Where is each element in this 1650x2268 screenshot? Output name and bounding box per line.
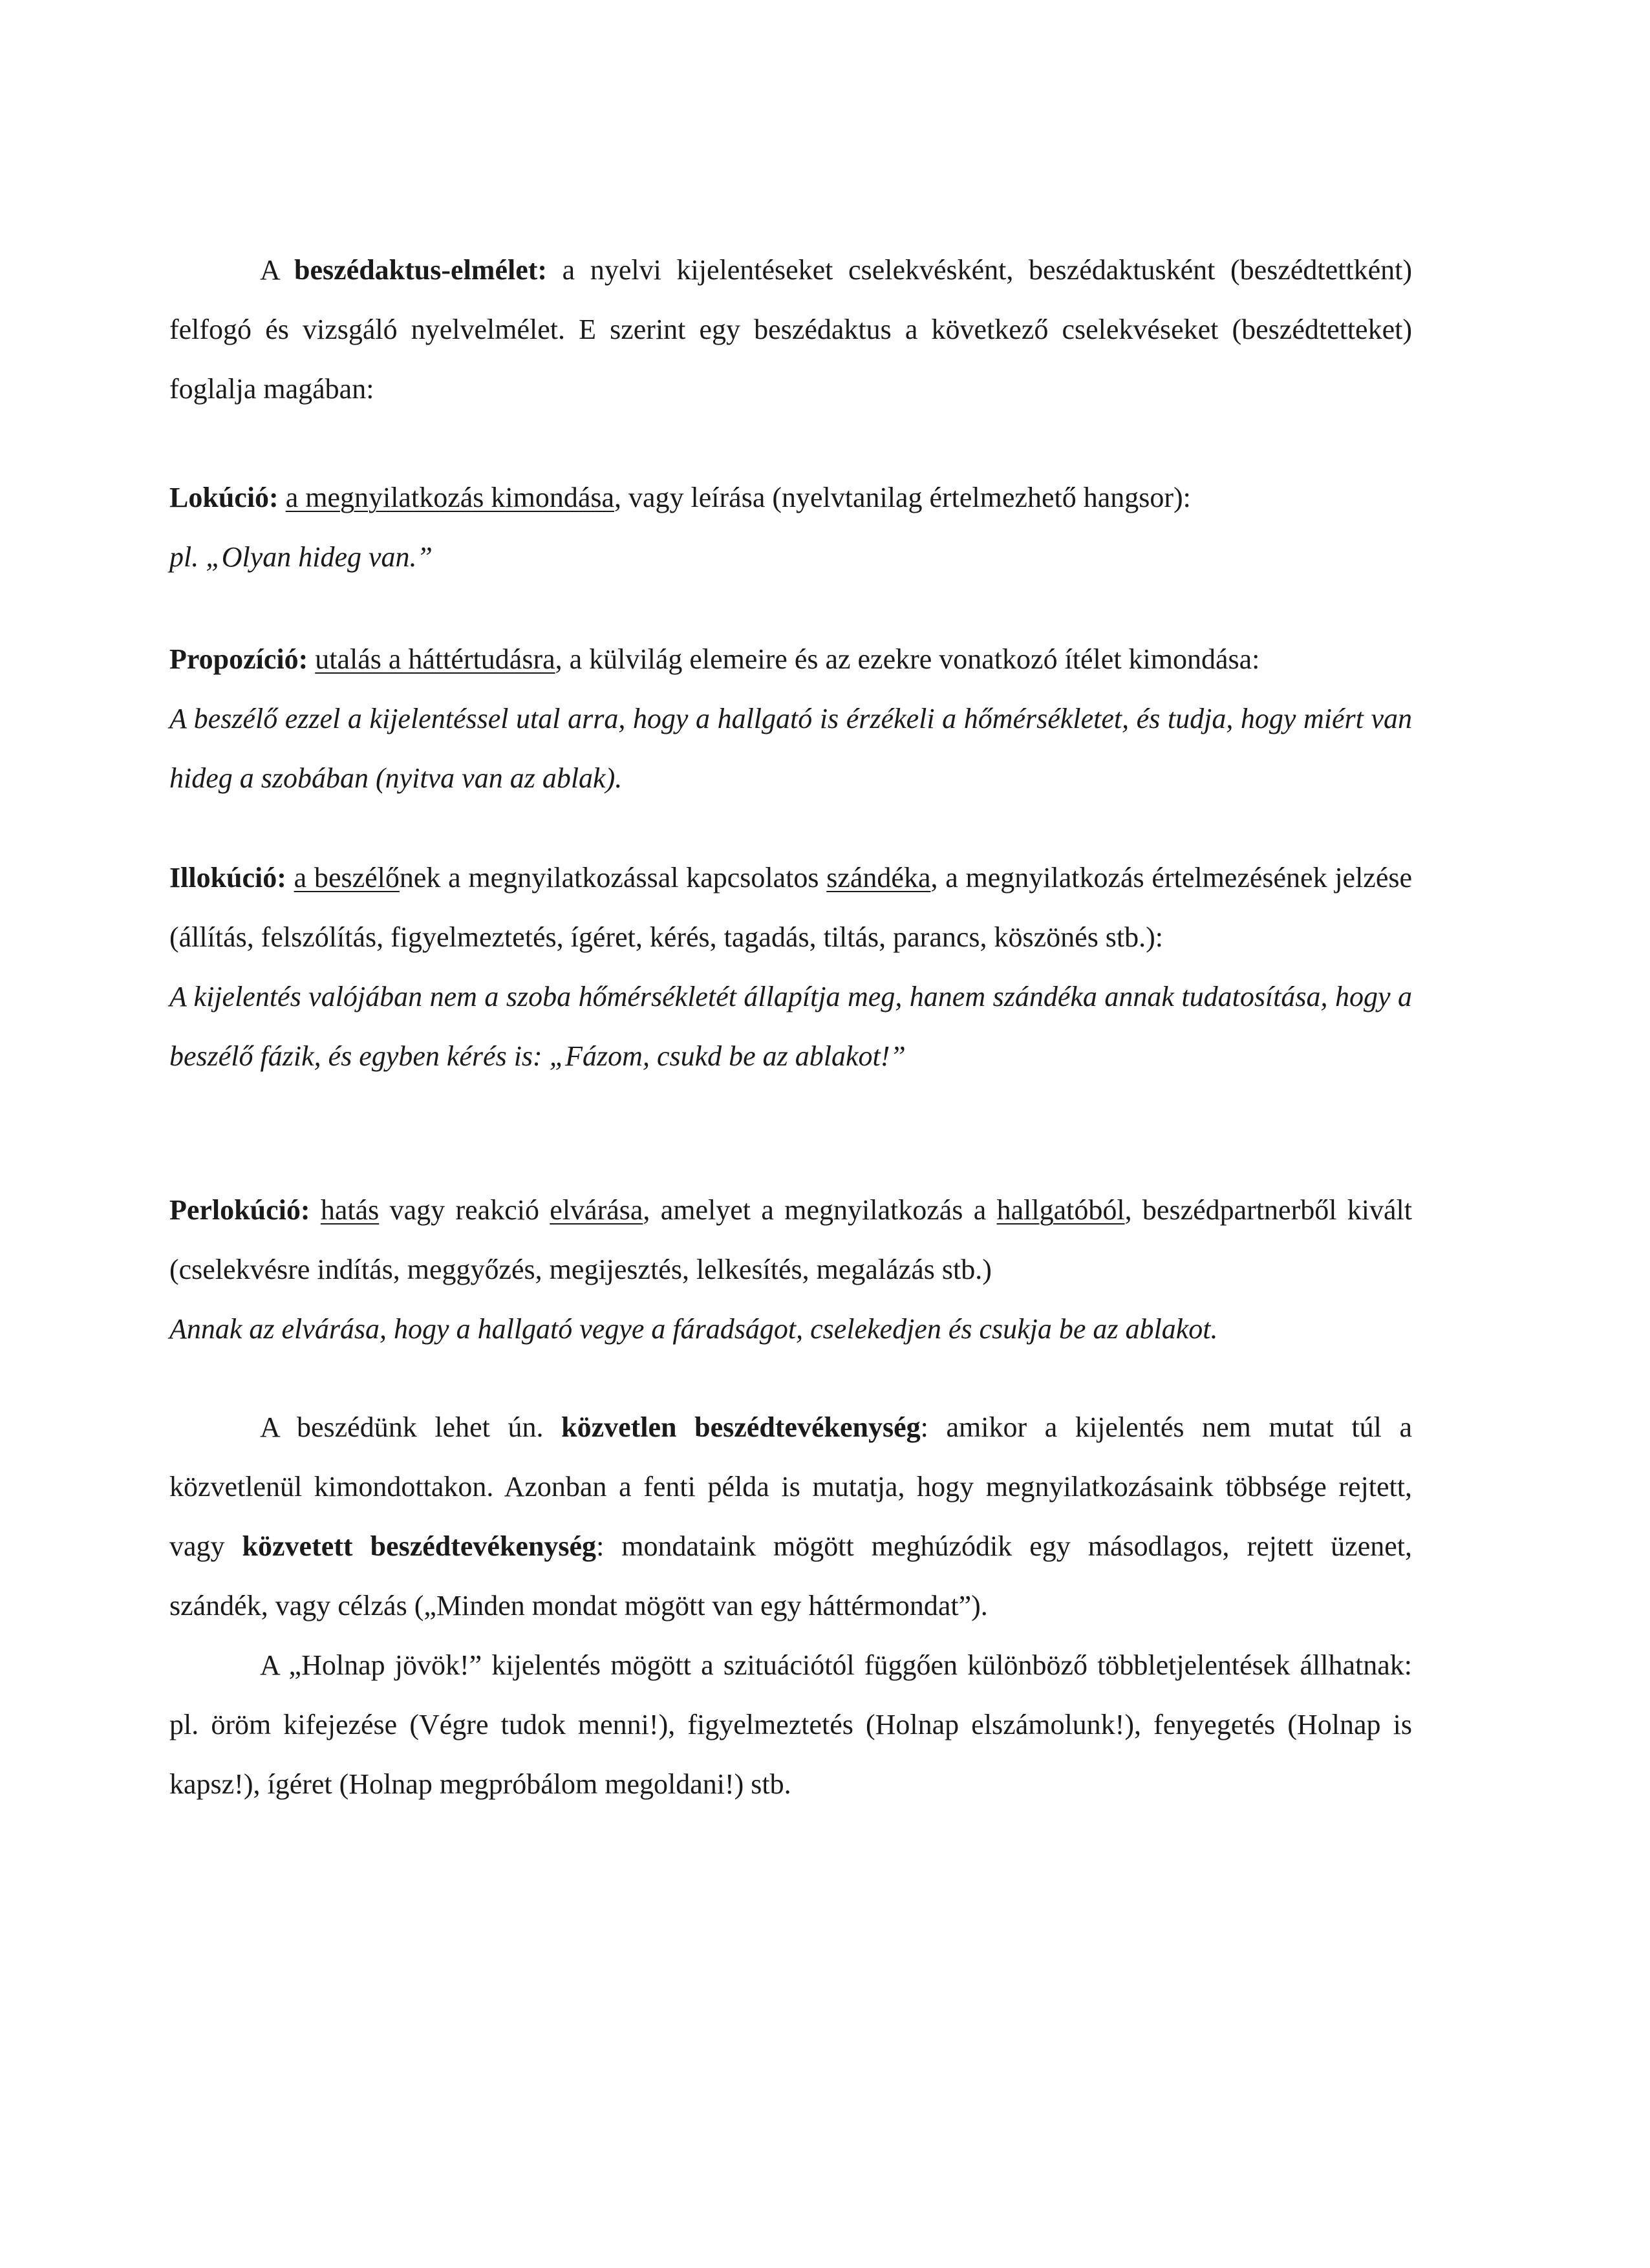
illokucio-paragraph: [169, 848, 1412, 1086]
illokucio-example: A kijelentés valójában nem a szoba hőmérsékletét állapítja meg, hanem szándéka annak tudatosítása, hogy a beszélő fázik, és egyben kérés is: „Fázom, csukd be az ablakot!”: [169, 981, 1412, 1072]
closing-paragraph-2: [169, 1636, 1412, 1814]
intro-term: beszédaktus-elmélet:: [294, 254, 548, 286]
propozicio-text: , a külvilág elemeire és az ezekre vonatkozó ítélet kimondása:: [555, 643, 1260, 675]
lokucio-text: , vagy leírása (nyelvtanilag értelmezhető hangsor):: [614, 482, 1191, 513]
perlokucio-t2: , amelyet a megnyilatkozás a: [643, 1194, 997, 1226]
perlokucio-example: Annak az elvárása, hogy a hallgató vegye a fáradságot, cselekedjen és csukja be az ablakot.: [169, 1313, 1218, 1345]
propozicio-underlined: utalás a háttértudásra: [315, 643, 555, 675]
propozicio-example: A beszélő ezzel a kijelentéssel utal arra, hogy a hallgató is érzékeli a hőmérsékletet, és tudja, hogy miért van hideg a szobában (nyitva van az ablak).: [169, 703, 1412, 794]
intro-text: a nyelvi kijelentéseket cselekvésként, beszédaktusként (beszédtettként) felfogó és vizsgáló nyelvelmélet. E szerint egy beszédaktus a következő cselekvéseket (beszédtetteket) foglalja magában:: [169, 254, 1412, 405]
closing-p2: A „Holnap jövök!” kijelentés mögött a szituációtól függően különböző többletjelentések állhatnak: pl. öröm kifejezése (Végre tudok menni!), figyelmeztetés (Holnap elszámolunk!), fenyegetés (Holnap is kapsz!), ígéret (Holnap megpróbálom megoldani!) stb.: [169, 1649, 1412, 1800]
lokucio-underlined: a megnyilatkozás kimondása: [285, 482, 615, 513]
intro-paragraph: [169, 241, 1412, 419]
closing-t1: A beszédünk lehet ún.: [260, 1411, 562, 1443]
propozicio-paragraph: [169, 630, 1412, 808]
closing-paragraph-1: [169, 1398, 1412, 1636]
illokucio-u2: szándéka: [826, 862, 931, 893]
intro-lead: A: [260, 254, 279, 286]
perlokucio-u2: elvárása: [550, 1194, 643, 1226]
closing-t2: : amikor a kijelentés nem mutat túl a közvetlenül kimondottakon. Azonban a fenti példa is mutatja, hogy megnyilatkozásaink többsége rejtett, vagy: [169, 1411, 1412, 1562]
lokucio-example: pl. „Olyan hideg van.”: [169, 541, 433, 573]
illokucio-t1: nek a megnyilatkozással kapcsolatos: [399, 862, 827, 893]
perlokucio-t3: , beszédpartnerből kivált (cselekvésre indítás, meggyőzés, megijesztés, lelkesítés, megalázás stb.): [169, 1194, 1412, 1285]
illokucio-t2: , a megnyilatkozás értelmezésének jelzése (állítás, felszólítás, figyelmeztetés, ígéret, kérés, tagadás, tiltás, parancs, köszönés stb.):: [169, 862, 1413, 953]
closing-b1: közvetlen beszédtevékenység: [561, 1411, 921, 1443]
lokucio-paragraph: [169, 468, 1412, 587]
lokucio-term: Lokúció:: [169, 482, 279, 513]
perlokucio-t1: vagy reakció: [379, 1194, 550, 1226]
propozicio-term: Propozíció:: [169, 643, 308, 675]
illokucio-term: Illokúció:: [169, 862, 286, 893]
perlokucio-paragraph: [169, 1181, 1412, 1359]
illokucio-u1: a beszélő: [294, 862, 400, 893]
perlokucio-term: Perlokúció:: [169, 1194, 310, 1226]
perlokucio-u1: hatás: [320, 1194, 380, 1226]
closing-t3: : mondataink mögött meghúzódik egy másodlagos, rejtett üzenet, szándék, vagy célzás („Minden mondat mögött van egy háttérmondat”).: [169, 1530, 1412, 1621]
perlokucio-u3: hallgatóból: [996, 1194, 1125, 1226]
closing-b2: közvetett beszédtevékenység: [242, 1530, 597, 1562]
